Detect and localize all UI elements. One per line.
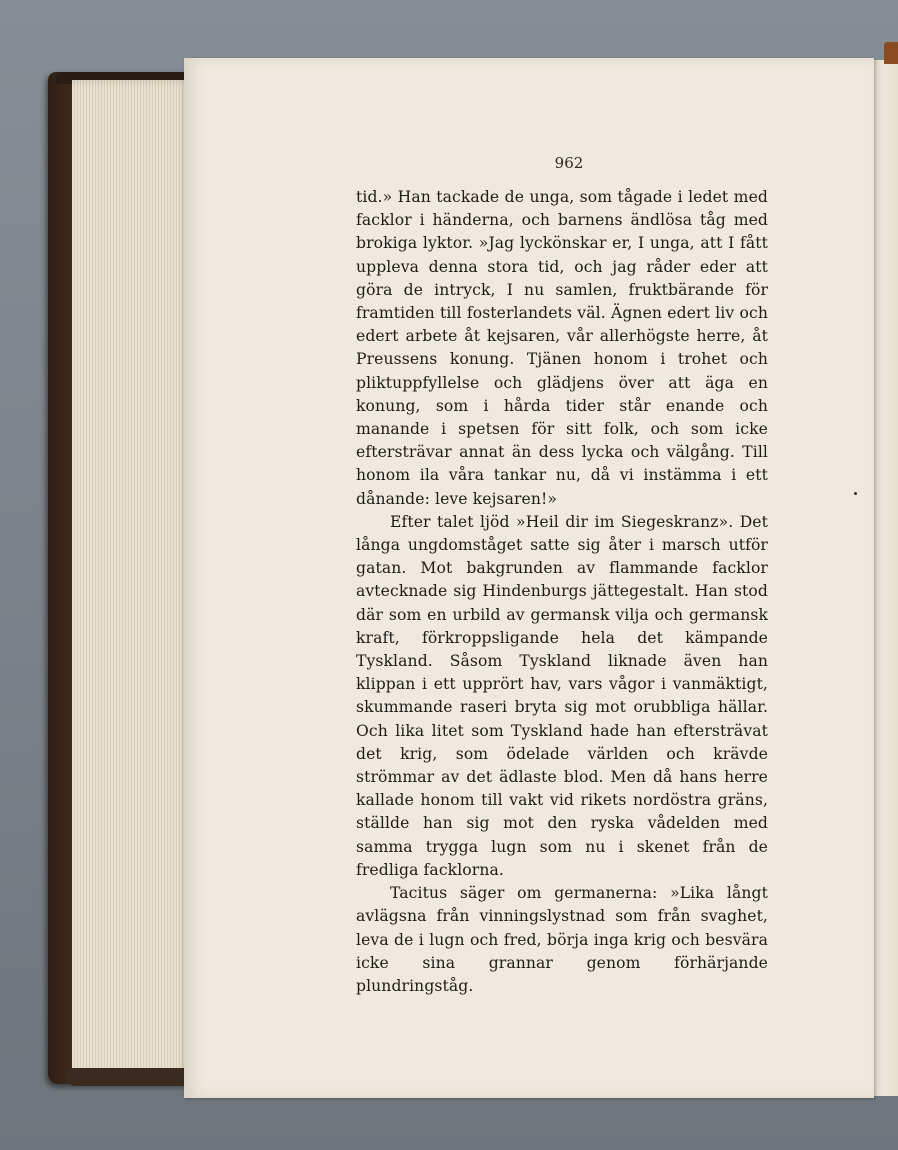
next-page-edge xyxy=(874,60,898,1096)
paragraph-2: Efter talet ljöd »Heil dir im Siegeskranz». Det långa ungdomståget satte sig åter i marsch utför gatan. Mot bakgrunden av flammande facklor avtecknade sig Hindenburgs jättegestalt. Han stod där som en urbild av germansk vilja och germansk kraft, förkroppsligande hela det kämpande Tyskland. Såsom Tyskland liknade även han klippan i ett upprört hav, vars vågor i vanmäktigt, skummande raseri bryta sig mot orubbliga hällar. Och lika litet som Tyskland hade han eftersträvat det krig, som ödelade världen och krävde strömmar av det ädlaste blod. Men då hans herre kallade honom till vakt vid rikets nordöstra gräns, ställde han sig mot den ryska vådelden med samma trygga lugn som nu i skenet från de fredliga facklorna. xyxy=(356,512,768,879)
paper-speck xyxy=(854,492,857,495)
book-cover-bottom xyxy=(66,1068,192,1086)
page-number-container xyxy=(184,154,898,173)
paragraph-3: Tacitus säger om germanerna: »Lika långt avlägsna från vinningslystnad som från svaghet, leva de i lugn och fred, börja inga krig och besvära icke sina grannar genom förhärjande plundringståg. xyxy=(356,884,768,995)
paragraph-1: tid.» Han tackade de unga, som tågade i ledet med facklor i händerna, och barnens ändlösa tåg med brokiga lyktor. »Jag lyckönskar er, I unga, att I fått uppleva denna stora tid, och jag råder eder att göra de intryck, I nu samlen, fruktbärande för framtiden till fosterlandets väl. Ägnen edert liv och edert arbete åt kejsaren, vår allerhögste herre, åt Preussens konung. Tjänen honom i trohet och pliktuppfyllelse och glädjens över att äga en konung, som i hårda tider står enande och manande i spetsen för sitt folk, och som icke eftersträvar annat än dess lycka och välgång. Till honom ila våra tankar nu, då vi instämma i ett dånande: leve kejsaren!» xyxy=(356,188,768,508)
page-body-text xyxy=(356,186,768,998)
page-number: 962 xyxy=(554,154,584,172)
bookmark-ribbon xyxy=(884,42,898,64)
page-block-edge xyxy=(72,80,190,1080)
